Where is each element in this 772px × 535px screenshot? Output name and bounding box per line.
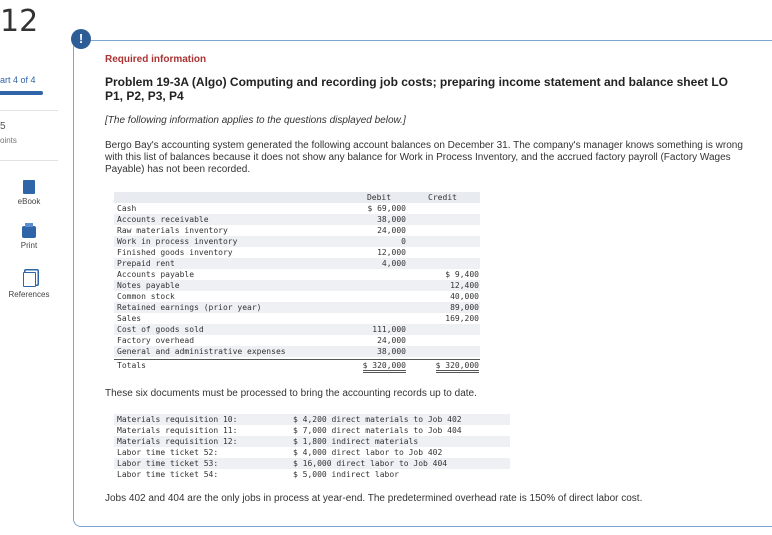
credit-value: [406, 236, 479, 247]
points-value: 5: [0, 121, 6, 132]
document-name: Materials requisition 12:: [117, 437, 238, 446]
question-number[interactable]: 12: [0, 4, 39, 39]
ebook-icon: [23, 180, 35, 194]
table-row: [114, 258, 480, 269]
debit-value: 38,000: [377, 215, 406, 224]
totals-label: Totals: [117, 361, 146, 370]
credit-value: [406, 335, 479, 346]
documents-table: [114, 414, 510, 480]
credit-value: [406, 225, 479, 236]
account-name: Factory overhead: [117, 336, 195, 345]
document-detail: $ 7,000 direct materials to Job 404: [293, 426, 462, 435]
account-name: Accounts receivable: [117, 215, 209, 224]
table-row: [114, 269, 480, 280]
debit-value: 0: [401, 237, 406, 246]
account-name: Raw materials inventory: [117, 226, 228, 235]
intro-paragraph: Bergo Bay's accounting system generated the following account balances on December 31. The company's manager knows something is wrong with this list of balances because it does not show any balance for Work in Process Inventory, and the accrued factory payroll (Factory Wages Payable) has not been recorded.: [105, 140, 743, 175]
list-item: [114, 414, 510, 425]
account-name: Work in process inventory: [117, 237, 238, 246]
divider: [0, 160, 58, 161]
debit-value: [352, 269, 406, 280]
credit-value: 169,200: [445, 314, 479, 323]
required-info-heading: Required information: [105, 54, 207, 65]
table-row: [114, 236, 480, 247]
table-row: [114, 291, 480, 302]
document-name: Labor time ticket 54:: [117, 470, 219, 479]
credit-value: [406, 346, 479, 357]
document-detail: $ 4,000 direct labor to Job 402: [293, 448, 443, 457]
document-name: Labor time ticket 53:: [117, 459, 219, 468]
account-name: Common stock: [117, 292, 175, 301]
closing-paragraph: Jobs 402 and 404 are the only jobs in process at year-end. The predetermined overhead rate is 150% of direct labor cost.: [105, 493, 643, 504]
print-icon: [22, 226, 36, 238]
debit-value: 24,000: [377, 226, 406, 235]
table-row: [114, 203, 480, 214]
list-item: [114, 469, 510, 480]
part-progress-bar: [0, 91, 43, 95]
list-item: [114, 436, 510, 447]
document-detail: $ 4,200 direct materials to Job 402: [293, 415, 462, 424]
table-header-row: [114, 192, 480, 203]
document-name: Labor time ticket 52:: [117, 448, 219, 457]
account-name: General and administrative expenses: [117, 347, 286, 356]
debit-value: 4,000: [381, 259, 406, 268]
credit-value: 89,000: [450, 303, 479, 312]
list-item: [114, 447, 510, 458]
problem-title: Problem 19-3A (Algo) Computing and recording job costs; preparing income statement and balance sheet LO P1, P2, P3, P4: [105, 75, 728, 103]
points-label: oints: [0, 136, 17, 145]
debit-value: 24,000: [377, 336, 406, 345]
total-debit: $ 320,000: [363, 361, 406, 373]
question-sidebar: [0, 0, 58, 535]
references-icon: [23, 272, 36, 287]
totals-row: [114, 359, 480, 371]
debit-value: 12,000: [377, 248, 406, 257]
debit-value: [352, 280, 406, 291]
documents-intro: These six documents must be processed to bring the accounting records up to date.: [105, 388, 477, 399]
table-row: [114, 225, 480, 236]
account-name: Cash: [117, 204, 137, 213]
document-name: Materials requisition 11:: [117, 426, 238, 435]
debit-value: [352, 291, 406, 302]
table-row: [114, 247, 480, 258]
credit-value: 12,400: [450, 281, 479, 290]
debit-value: 38,000: [377, 347, 406, 356]
account-name: Cost of goods sold: [117, 325, 204, 334]
debit-value: $ 69,000: [367, 204, 406, 213]
part-indicator: art 4 of 4: [0, 75, 36, 85]
references-label: References: [8, 290, 50, 299]
document-detail: $ 16,000 direct labor to Job 404: [293, 459, 448, 468]
document-detail: $ 5,000 indirect labor: [293, 470, 399, 479]
debit-value: 111,000: [372, 325, 406, 334]
debit-value: [352, 313, 406, 324]
print-label: Print: [20, 241, 38, 250]
document-detail: $ 1,800 indirect materials: [293, 437, 419, 446]
table-row: [114, 346, 480, 357]
credit-value: [406, 214, 479, 225]
credit-value: [406, 247, 479, 258]
alert-icon: !: [71, 29, 91, 49]
credit-value: [406, 258, 479, 269]
table-row: [114, 335, 480, 346]
account-name: Finished goods inventory: [117, 248, 233, 257]
account-name: Sales: [117, 314, 142, 323]
debit-value: [352, 302, 406, 313]
account-name: Accounts payable: [117, 270, 195, 279]
print-button[interactable]: [0, 226, 58, 250]
list-item: [114, 425, 510, 436]
list-item: [114, 458, 510, 469]
divider: [0, 110, 58, 111]
ebook-label: eBook: [17, 197, 41, 206]
credit-value: [406, 203, 479, 214]
account-name: Notes payable: [117, 281, 180, 290]
account-name: Prepaid rent: [117, 259, 175, 268]
credit-value: 40,000: [450, 292, 479, 301]
table-row: [114, 302, 480, 313]
table-row: [114, 214, 480, 225]
credit-value: [406, 324, 479, 335]
applies-note: [The following information applies to the questions displayed below.]: [105, 115, 406, 126]
table-row: [114, 324, 480, 335]
ebook-button[interactable]: [0, 180, 58, 206]
references-button[interactable]: [0, 272, 58, 299]
credit-header: Credit: [428, 193, 457, 202]
account-name: Retained earnings (prior year): [117, 303, 262, 312]
table-row: [114, 313, 480, 324]
credit-value: $ 9,400: [445, 270, 479, 279]
debit-header: Debit: [366, 193, 392, 202]
total-credit: $ 320,000: [436, 361, 479, 373]
account-balances-table: [114, 192, 480, 371]
document-name: Materials requisition 10:: [117, 415, 238, 424]
table-row: [114, 280, 480, 291]
